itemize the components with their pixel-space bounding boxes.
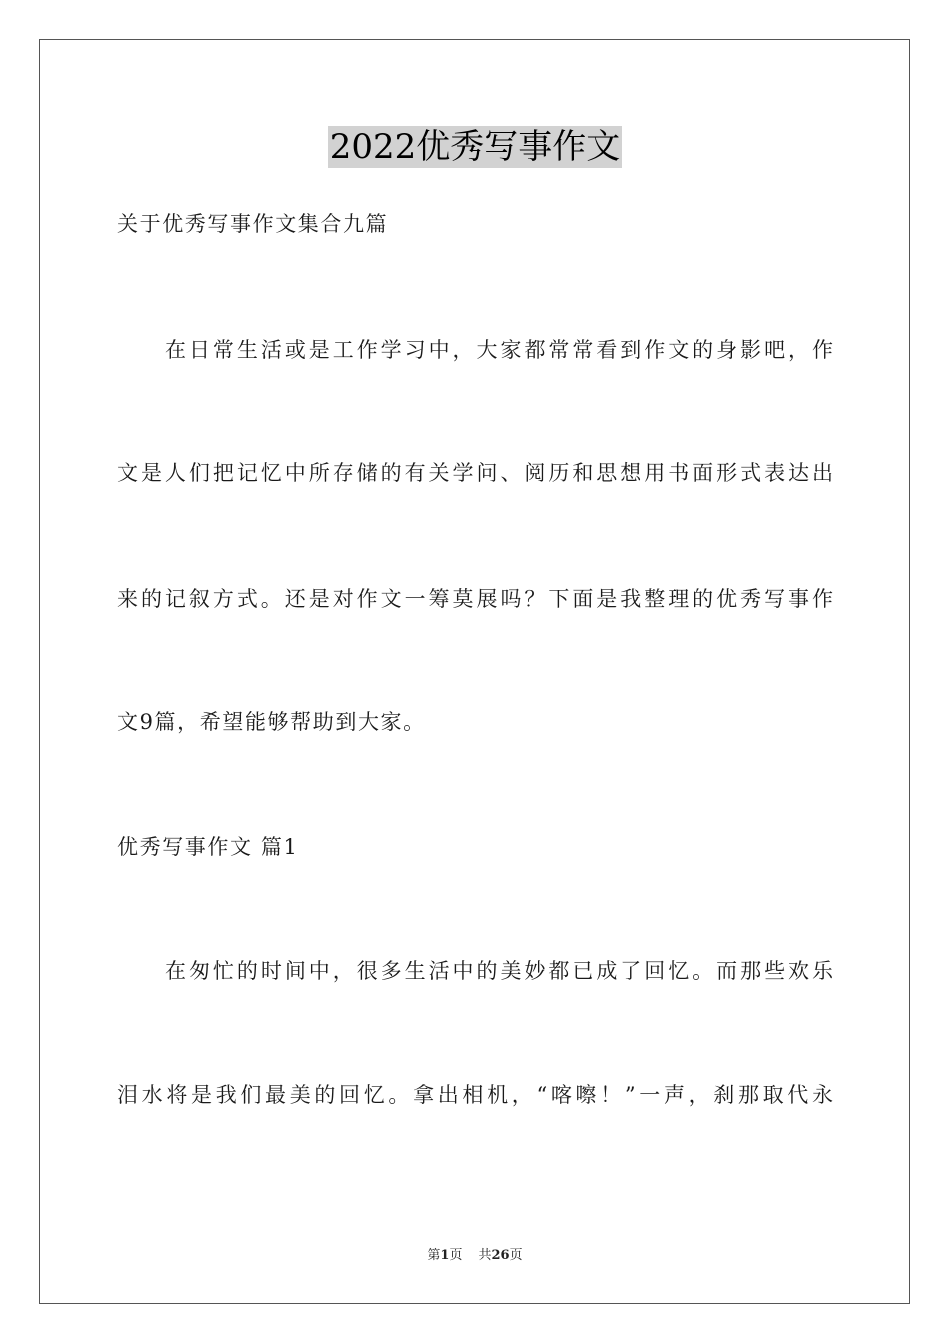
footer-total-pages: 26	[491, 1248, 510, 1263]
page-footer	[0, 1247, 950, 1265]
intro-line-2: 文是人们把记忆中所存储的有关学问、阅历和思想用书面形式表达出	[117, 461, 833, 485]
document-title: 2022优秀写事作文	[329, 127, 621, 167]
footer-page-number: 1	[440, 1248, 450, 1263]
intro-line-1: 在日常生活或是工作学习中，大家都常常看到作文的身影吧，作	[165, 338, 833, 362]
document-subtitle: 关于优秀写事作文集合九篇	[117, 212, 389, 236]
footer-total-prefix: 共	[478, 1248, 492, 1263]
section-heading: 优秀写事作文 篇1	[117, 835, 299, 859]
footer-total-suffix: 页	[509, 1248, 523, 1263]
title-container	[0, 126, 950, 168]
intro-line-3: 来的记叙方式。还是对作文一筹莫展吗？下面是我整理的优秀写事作	[117, 587, 833, 611]
intro-line-4: 文9篇，希望能够帮助到大家。	[117, 710, 426, 734]
section-line-2: 泪水将是我们最美的回忆。拿出相机，“喀嚓！”一声，刹那取代永	[117, 1083, 833, 1107]
footer-page-suffix: 页	[449, 1248, 463, 1263]
footer-page-prefix: 第	[427, 1248, 441, 1263]
section-line-1: 在匆忙的时间中，很多生活中的美妙都已成了回忆。而那些欢乐	[165, 959, 833, 983]
